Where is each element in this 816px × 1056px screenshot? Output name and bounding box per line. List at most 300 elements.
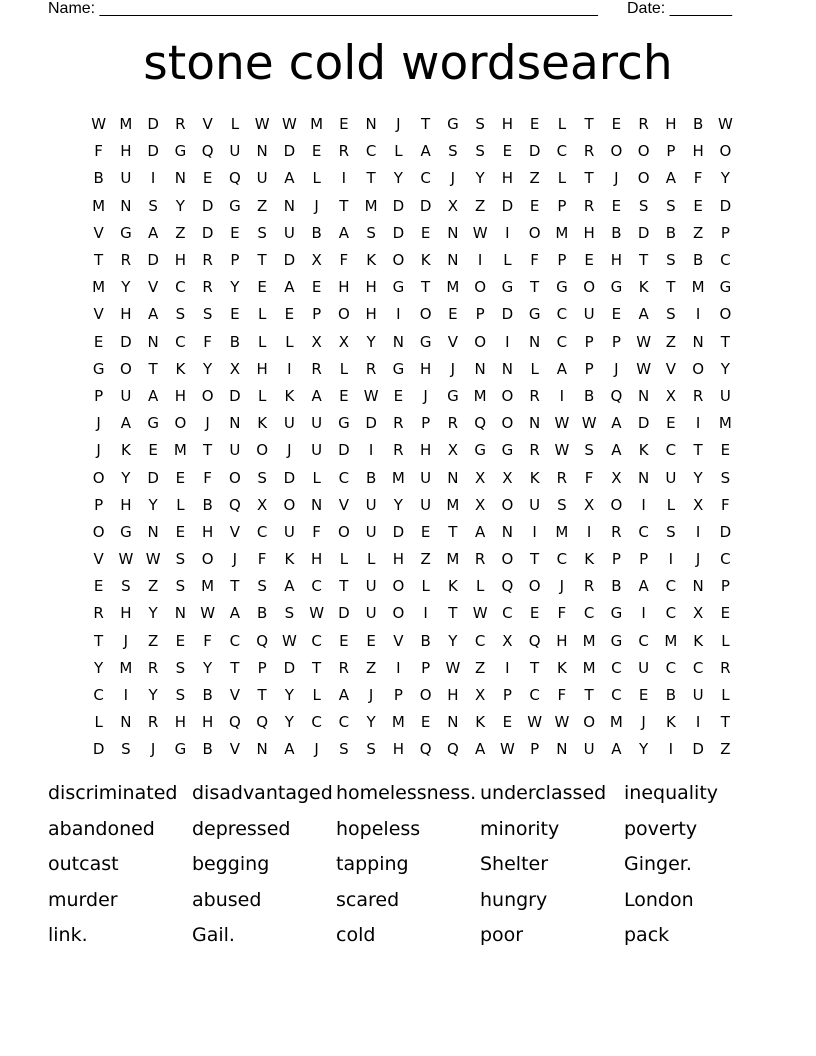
grid-letter: H [201, 713, 214, 732]
grid-letter: Y [720, 359, 730, 378]
grid-letter: U [229, 441, 241, 460]
grid-letter: N [147, 522, 159, 541]
grid-letter: M [92, 278, 106, 297]
grid-letter: E [611, 115, 622, 134]
grid-letter: E [339, 631, 349, 650]
grid-letter: C [692, 658, 704, 677]
grid-letter: R [338, 142, 350, 161]
grid-letter: K [556, 658, 567, 677]
grid-letter: E [175, 522, 186, 541]
grid-letter: E [584, 251, 594, 270]
grid-letter: O [337, 522, 350, 541]
grid-letter: O [419, 305, 432, 324]
grid-letter: C [311, 631, 322, 650]
grid-letter: A [284, 169, 295, 188]
grid-letter: R [447, 414, 459, 433]
grid-letter: O [92, 468, 105, 487]
grid-letter: S [448, 142, 458, 161]
grid-letter: S [366, 223, 376, 242]
grid-letter: L [530, 359, 539, 378]
grid-letter: O [174, 414, 187, 433]
grid-letter: T [666, 278, 676, 297]
grid-letter: K [120, 441, 131, 460]
date-field-label: Date: _______ [627, 0, 732, 17]
grid-letter: G [174, 740, 187, 759]
grid-letter: L [230, 115, 240, 134]
grid-letter: C [583, 604, 595, 623]
grid-row [85, 356, 739, 383]
grid-letter: T [312, 658, 322, 677]
grid-letter: I [641, 495, 646, 514]
grid-letter: O [119, 359, 132, 378]
grid-letter: Y [230, 278, 240, 297]
grid-letter: C [311, 577, 322, 596]
grid-letter: Q [201, 142, 214, 161]
grid-letter: N [392, 332, 404, 351]
grid-letter: B [583, 386, 595, 405]
grid-letter: M [473, 386, 487, 405]
grid-letter: H [365, 305, 377, 324]
grid-letter: A [474, 522, 486, 541]
grid-row [85, 111, 739, 138]
grid-letter: O [501, 386, 514, 405]
grid-letter: E [257, 278, 267, 297]
grid-letter: O [501, 414, 514, 433]
grid-letter: B [229, 332, 241, 351]
grid-letter: E [529, 115, 540, 134]
grid-letter: L [339, 359, 349, 378]
grid-letter: P [421, 414, 431, 433]
grid-letter: M [664, 631, 678, 650]
grid-letter: Z [474, 658, 486, 677]
grid-letter: B [256, 604, 268, 623]
grid-letter: X [583, 495, 595, 514]
grid-letter: D [283, 142, 296, 161]
word-list-item: murder [48, 888, 118, 911]
grid-letter: O [637, 142, 650, 161]
grid-letter: W [281, 115, 297, 134]
grid-letter: O [583, 713, 596, 732]
grid-letter: S [720, 468, 731, 487]
grid-letter: J [423, 386, 428, 405]
grid-letter: J [314, 196, 319, 215]
grid-letter: K [257, 414, 268, 433]
grid-letter: C [665, 441, 677, 460]
grid-letter: B [311, 223, 322, 242]
grid-letter: S [666, 251, 676, 270]
grid-row [85, 628, 739, 655]
grid-letter: N [529, 332, 541, 351]
grid-letter: T [421, 115, 431, 134]
grid-letter: M [391, 468, 405, 487]
grid-letter: M [391, 713, 405, 732]
grid-letter: U [365, 604, 377, 623]
grid-letter: S [638, 196, 649, 215]
grid-letter: N [256, 740, 268, 759]
grid-letter: T [530, 550, 540, 569]
grid-letter: O [692, 359, 705, 378]
grid-letter: C [420, 169, 431, 188]
grid-letter: C [556, 305, 568, 324]
grid-letter: H [583, 223, 595, 242]
grid-letter: V [93, 223, 104, 242]
grid-letter: K [529, 468, 540, 487]
grid-letter: C [502, 604, 513, 623]
grid-letter: V [147, 278, 159, 297]
grid-letter: V [229, 740, 240, 759]
grid-letter: U [365, 495, 377, 514]
grid-letter: E [529, 604, 540, 623]
grid-letter: Y [175, 196, 185, 215]
grid-letter: J [368, 686, 374, 705]
grid-letter: M [446, 495, 460, 514]
grid-letter: E [230, 223, 240, 242]
grid-letter: G [120, 522, 132, 541]
grid-letter: F [693, 169, 703, 188]
grid-letter: I [559, 386, 565, 405]
grid-letter: W [145, 550, 161, 569]
grid-letter: H [120, 305, 132, 324]
grid-letter: K [284, 386, 295, 405]
grid-letter: S [175, 577, 186, 596]
grid-letter: Y [203, 658, 213, 677]
grid-letter: S [284, 604, 295, 623]
grid-letter: O [610, 142, 623, 161]
grid-letter: Y [121, 468, 131, 487]
grid-letter: A [284, 577, 295, 596]
grid-letter: N [638, 468, 650, 487]
grid-letter: S [175, 550, 186, 569]
grid-letter: L [721, 631, 730, 650]
grid-letter: N [120, 196, 132, 215]
grid-letter: J [559, 577, 565, 596]
grid-letter: U [638, 658, 650, 677]
grid-letter: B [365, 468, 377, 487]
grid-letter: P [257, 658, 267, 677]
grid-letter: T [448, 522, 458, 541]
grid-letter: U [311, 441, 323, 460]
grid-row [85, 220, 739, 247]
grid-letter: K [584, 550, 595, 569]
grid-letter: R [120, 251, 132, 270]
grid-letter: L [666, 495, 676, 514]
grid-letter: Y [693, 468, 703, 487]
grid-letter: P [611, 332, 621, 351]
grid-letter: P [666, 142, 676, 161]
grid-letter: F [94, 142, 103, 161]
grid-letter: U [311, 414, 323, 433]
word-list-item: homelessness. [336, 782, 477, 804]
grid-letter: U [120, 169, 132, 188]
grid-letter: M [201, 577, 215, 596]
word-list-item: underclassed [480, 782, 607, 804]
word-list-item: Shelter [480, 853, 549, 875]
grid-letter: S [584, 441, 594, 460]
grid-letter: A [284, 740, 295, 759]
grid-letter: T [530, 278, 540, 297]
grid-letter: B [202, 495, 213, 514]
word-list [48, 778, 768, 956]
grid-letter: Y [393, 169, 403, 188]
grid-letter: T [230, 658, 240, 677]
grid-letter: P [230, 251, 240, 270]
grid-letter: Y [121, 278, 131, 297]
grid-letter: P [720, 223, 730, 242]
grid-letter: J [314, 740, 319, 759]
grid-letter: G [229, 196, 241, 215]
grid-letter: A [284, 278, 295, 297]
word-list-item: poverty [624, 817, 698, 840]
grid-letter: U [583, 740, 595, 759]
grid-letter: W [472, 604, 488, 623]
grid-letter: H [392, 550, 405, 569]
grid-letter: O [337, 305, 350, 324]
grid-letter: D [229, 386, 241, 405]
grid-letter: R [556, 468, 568, 487]
grid-letter: S [121, 577, 131, 596]
grid-letter: I [695, 414, 701, 433]
grid-letter: E [93, 577, 104, 596]
grid-letter: W [445, 658, 461, 677]
grid-letter: C [338, 713, 350, 732]
grid-row [85, 193, 739, 220]
grid-letter: R [474, 550, 486, 569]
grid-letter: N [256, 142, 268, 161]
grid-letter: M [582, 658, 596, 677]
grid-letter: O [474, 278, 487, 297]
grid-letter: O [201, 386, 214, 405]
grid-letter: F [257, 550, 267, 569]
grid-letter: O [501, 550, 514, 569]
grid-letter: S [666, 305, 676, 324]
grid-letter: B [420, 631, 431, 650]
grid-letter: I [396, 305, 401, 324]
grid-letter: D [201, 196, 214, 215]
grid-letter: M [364, 196, 378, 215]
grid-letter: J [614, 359, 619, 378]
grid-letter: H [419, 441, 432, 460]
grid-letter: D [92, 740, 105, 759]
grid-letter: Q [610, 386, 623, 405]
grid-letter: X [338, 332, 350, 351]
grid-letter: M [119, 115, 133, 134]
grid-letter: C [175, 332, 186, 351]
grid-letter: C [365, 142, 377, 161]
grid-letter: E [611, 305, 622, 324]
grid-letter: N [529, 414, 541, 433]
word-list-item: discriminated [48, 782, 178, 804]
grid-letter: R [147, 658, 159, 677]
grid-letter: C [556, 550, 568, 569]
grid-letter: J [123, 631, 129, 650]
grid-letter: F [203, 468, 212, 487]
grid-letter: T [448, 604, 458, 623]
grid-letter: P [611, 550, 621, 569]
grid-row [85, 247, 739, 274]
grid-letter: B [692, 115, 704, 134]
grid-letter: Q [501, 577, 514, 596]
grid-letter: H [338, 278, 350, 297]
grid-letter: E [175, 468, 186, 487]
grid-letter: I [586, 522, 592, 541]
grid-letter: X [447, 196, 459, 215]
grid-letter: E [202, 169, 213, 188]
grid-letter: A [665, 169, 676, 188]
grid-letter: S [175, 658, 186, 677]
grid-letter: T [257, 251, 267, 270]
grid-letter: N [120, 713, 132, 732]
grid-letter: X [502, 631, 513, 650]
grid-letter: U [365, 577, 377, 596]
grid-letter: Z [365, 658, 377, 677]
word-list-item: abused [192, 888, 262, 911]
grid-letter: R [638, 115, 649, 134]
grid-letter: A [638, 305, 649, 324]
grid-letter: K [175, 359, 186, 378]
grid-letter: O [201, 550, 214, 569]
grid-letter: P [584, 332, 594, 351]
grid-letter: L [421, 577, 430, 596]
grid-letter: D [692, 740, 704, 759]
grid-letter: H [120, 604, 132, 623]
grid-letter: J [96, 441, 101, 460]
grid-letter: N [229, 414, 241, 433]
grid-letter: G [338, 414, 350, 433]
grid-letter: C [638, 522, 649, 541]
grid-letter: M [555, 522, 569, 541]
grid-letter: D [147, 251, 159, 270]
grid-letter: H [419, 359, 432, 378]
grid-letter: O [228, 468, 241, 487]
grid-letter: C [474, 631, 486, 650]
grid-letter: L [721, 686, 730, 705]
grid-letter: F [203, 631, 212, 650]
grid-letter: U [692, 686, 704, 705]
grid-letter: Q [228, 169, 241, 188]
grid-letter: N [474, 359, 486, 378]
grid-letter: A [147, 305, 159, 324]
grid-letter: C [720, 251, 731, 270]
grid-letter: K [447, 577, 458, 596]
word-list-item: begging [192, 853, 270, 875]
grid-letter: I [668, 550, 674, 569]
grid-letter: P [502, 686, 512, 705]
grid-letter: E [284, 305, 295, 324]
grid-row [85, 165, 739, 192]
grid-letter: W [200, 604, 216, 623]
word-list-item: link. [48, 924, 88, 946]
grid-letter: P [312, 305, 322, 324]
grid-letter: O [528, 223, 541, 242]
page-title: stone cold wordsearch [143, 36, 673, 91]
grid-letter: S [121, 740, 131, 759]
grid-letter: W [309, 604, 325, 623]
grid-letter: H [501, 169, 514, 188]
grid-letter: L [257, 332, 267, 351]
grid-letter: Y [366, 713, 376, 732]
grid-letter: I [641, 604, 646, 623]
grid-letter: E [175, 631, 186, 650]
grid-letter: V [93, 305, 104, 324]
grid-letter: W [91, 115, 107, 134]
grid-letter: U [229, 142, 241, 161]
grid-letter: E [393, 386, 404, 405]
grid-letter: O [283, 495, 296, 514]
grid-letter: G [474, 441, 486, 460]
grid-letter: H [365, 278, 377, 297]
grid-letter: E [339, 115, 349, 134]
grid-letter: G [174, 142, 187, 161]
grid-letter: E [93, 332, 104, 351]
grid-letter: Z [474, 196, 486, 215]
grid-letter: U [120, 386, 132, 405]
grid-row [85, 492, 739, 519]
grid-letter: W [254, 115, 270, 134]
grid-letter: T [339, 577, 349, 596]
grid-letter: L [312, 468, 321, 487]
grid-letter: J [96, 414, 101, 433]
word-list-item: abandoned [48, 817, 155, 840]
grid-letter: Z [720, 740, 731, 759]
grid-letter: Z [529, 169, 540, 188]
grid-letter: G [556, 278, 568, 297]
grid-letter: X [502, 468, 513, 487]
grid-letter: J [450, 359, 456, 378]
grid-letter: A [611, 441, 622, 460]
grid-letter: E [420, 522, 431, 541]
grid-letter: A [311, 386, 322, 405]
grid-letter: C [338, 468, 350, 487]
grid-letter: R [583, 196, 595, 215]
grid-letter: J [695, 550, 701, 569]
grid-letter: Y [393, 495, 403, 514]
grid-letter: R [175, 115, 186, 134]
grid-letter: K [420, 251, 431, 270]
grid-letter: R [365, 359, 377, 378]
grid-letter: H [501, 115, 514, 134]
grid-letter: U [719, 386, 731, 405]
grid-letter: G [610, 631, 623, 650]
grid-letter: T [148, 359, 158, 378]
grid-letter: S [557, 495, 567, 514]
grid-letter: U [420, 468, 432, 487]
grid-letter: T [94, 251, 104, 270]
grid-letter: E [720, 441, 731, 460]
grid-letter: P [393, 686, 403, 705]
grid-letter: I [423, 604, 428, 623]
grid-letter: O [719, 305, 732, 324]
grid-letter: D [147, 468, 159, 487]
grid-letter: C [175, 278, 186, 297]
grid-letter: L [503, 251, 512, 270]
grid-letter: E [638, 686, 649, 705]
grid-letter: R [147, 713, 159, 732]
grid-letter: C [665, 658, 677, 677]
grid-letter: X [447, 441, 459, 460]
grid-letter: S [175, 686, 186, 705]
grid-letter: V [338, 495, 349, 514]
grid-letter: T [720, 713, 730, 732]
grid-letter: I [287, 359, 292, 378]
grid-letter: U [283, 522, 295, 541]
word-list-item: scared [336, 888, 400, 911]
grid-letter: P [584, 359, 594, 378]
grid-letter: M [446, 550, 460, 569]
grid-letter: D [338, 441, 350, 460]
grid-letter: C [529, 686, 540, 705]
grid-letter: U [365, 522, 377, 541]
grid-letter: Q [528, 631, 541, 650]
